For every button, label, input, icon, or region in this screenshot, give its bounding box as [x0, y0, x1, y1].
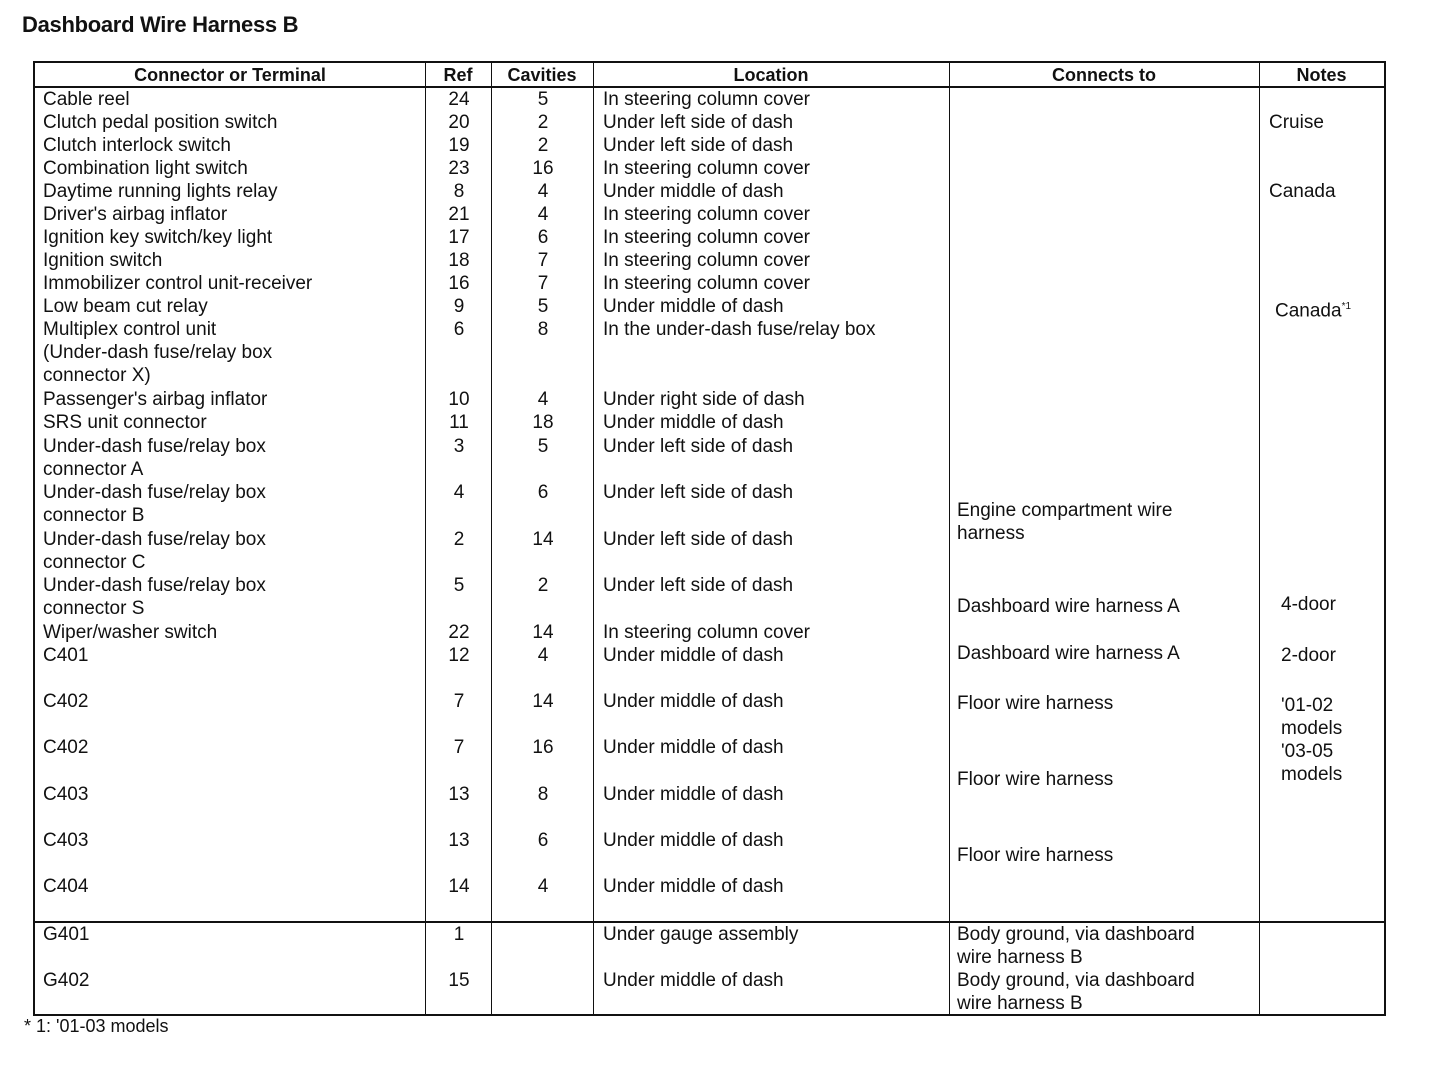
location: In steering column cover [603, 89, 810, 110]
ref-number: 21 [448, 204, 470, 225]
connector-name: C403 [43, 830, 89, 851]
location: In steering column cover [603, 622, 810, 643]
connects-to: harness [957, 523, 1025, 544]
page-title: Dashboard Wire Harness B [22, 12, 299, 37]
location: In the under-dash fuse/relay box [603, 319, 876, 340]
ref-number: 12 [448, 645, 470, 666]
ref-number: 13 [448, 830, 470, 851]
location: Under left side of dash [603, 112, 794, 133]
header-cavities: Cavities [507, 65, 577, 85]
connector-name: Driver's airbag inflator [43, 204, 228, 225]
connector-name: C402 [43, 691, 89, 712]
location: Under middle of dash [603, 691, 784, 712]
connector-name: C402 [43, 737, 89, 758]
cavity-count: 14 [532, 691, 554, 712]
connector-name: Daytime running lights relay [43, 181, 278, 202]
connector-name: connector X) [43, 365, 151, 386]
connector-name: connector S [43, 598, 145, 619]
note: models [1281, 764, 1343, 785]
ref-number: 11 [449, 412, 469, 433]
location: Under left side of dash [603, 482, 794, 503]
ref-number: 7 [453, 737, 465, 758]
harness-table [33, 61, 1386, 1016]
header-location: Location [733, 65, 809, 85]
cavity-count: 6 [537, 227, 549, 248]
connector-name: connector C [43, 552, 146, 573]
location: Under middle of dash [603, 296, 784, 317]
connector-name: G401 [43, 924, 90, 945]
ref-number: 6 [453, 319, 465, 340]
note [1275, 295, 1351, 322]
ref-number: 23 [448, 158, 470, 179]
cavity-count: 8 [537, 784, 549, 805]
connects-to: Dashboard wire harness A [957, 596, 1180, 617]
location: Under middle of dash [603, 181, 784, 202]
column-divider [949, 63, 950, 1014]
location: Under middle of dash [603, 412, 784, 433]
cavity-count: 5 [537, 436, 549, 457]
connects-to: Floor wire harness [957, 845, 1114, 866]
ref-number: 19 [448, 135, 470, 156]
note: Cruise [1269, 112, 1324, 133]
location: Under left side of dash [603, 436, 794, 457]
connector-name: Under-dash fuse/relay box [43, 575, 266, 596]
cavity-count: 7 [537, 273, 549, 294]
header-connector: Connector or Terminal [134, 65, 326, 85]
connector-name: Wiper/washer switch [43, 622, 218, 643]
cavity-count: 2 [537, 575, 549, 596]
location: Under right side of dash [603, 389, 805, 410]
note-text: Canada [1275, 300, 1342, 322]
connects-to: Engine compartment wire [957, 500, 1173, 521]
connector-name: C403 [43, 784, 89, 805]
note: '01-02 [1281, 695, 1334, 716]
connector-name: Ignition switch [43, 250, 163, 271]
header-connects-to: Connects to [1051, 65, 1156, 85]
connects-to: Body ground, via dashboard [957, 924, 1195, 945]
connector-name: Under-dash fuse/relay box [43, 482, 266, 503]
cavity-count: 4 [537, 876, 549, 897]
cavity-count: 2 [537, 135, 549, 156]
cavity-count: 4 [537, 389, 549, 410]
note: Canada [1269, 181, 1336, 202]
location: Under left side of dash [603, 575, 794, 596]
ref-number: 14 [448, 876, 470, 897]
connector-name: Clutch pedal position switch [43, 112, 278, 133]
column-divider [1259, 63, 1260, 1014]
location: Under middle of dash [603, 830, 784, 851]
connector-name: C401 [43, 645, 89, 666]
cavity-count: 16 [532, 737, 554, 758]
connects-to: Dashboard wire harness A [957, 643, 1180, 664]
connector-name: Multiplex control unit [43, 319, 217, 340]
ref-number: 8 [453, 181, 465, 202]
ref-number: 16 [448, 273, 470, 294]
connector-name: C404 [43, 876, 89, 897]
ref-number: 17 [448, 227, 470, 248]
connects-to: Body ground, via dashboard [957, 970, 1195, 991]
connector-name: Combination light switch [43, 158, 248, 179]
connector-name: Under-dash fuse/relay box [43, 529, 266, 550]
column-divider [425, 63, 426, 1014]
connector-name: connector B [43, 505, 145, 526]
cavity-count: 4 [537, 204, 549, 225]
note: '03-05 [1281, 741, 1334, 762]
connector-name: SRS unit connector [43, 412, 207, 433]
location: In steering column cover [603, 227, 810, 248]
location: Under middle of dash [603, 645, 784, 666]
connector-name: Under-dash fuse/relay box [43, 436, 266, 457]
ref-number: 20 [448, 112, 470, 133]
connects-to: Floor wire harness [957, 693, 1114, 714]
connector-name: Clutch interlock switch [43, 135, 231, 156]
ref-number: 5 [453, 575, 465, 596]
cavity-count: 6 [537, 830, 549, 851]
connector-name: Passenger's airbag inflator [43, 389, 268, 410]
cavity-count: 18 [532, 412, 554, 433]
cavity-count: 16 [532, 158, 554, 179]
cavity-count: 14 [532, 529, 554, 550]
connector-name: Cable reel [43, 89, 130, 110]
location: In steering column cover [603, 273, 810, 294]
ref-number: 3 [453, 436, 465, 457]
note: 4-door [1281, 594, 1336, 615]
location: Under middle of dash [603, 970, 784, 991]
ref-number: 7 [453, 691, 465, 712]
ref-number: 18 [448, 250, 470, 271]
ref-number: 10 [448, 389, 470, 410]
footnote-mark: *1 [1341, 301, 1352, 312]
location: Under middle of dash [603, 737, 784, 758]
header-ref: Ref [443, 65, 473, 85]
cavity-count: 14 [532, 622, 554, 643]
connector-name: Low beam cut relay [43, 296, 208, 317]
location: In steering column cover [603, 250, 810, 271]
column-divider [491, 63, 492, 1014]
location: Under left side of dash [603, 135, 794, 156]
ref-number: 13 [448, 784, 470, 805]
connects-to: wire harness B [957, 947, 1083, 968]
cavity-count: 6 [537, 482, 549, 503]
note: models [1281, 718, 1343, 739]
location: Under middle of dash [603, 784, 784, 805]
connector-name: (Under-dash fuse/relay box [43, 342, 273, 363]
connector-name: G402 [43, 970, 90, 991]
cavity-count: 5 [537, 89, 549, 110]
ref-number: 15 [448, 970, 470, 991]
ref-number: 2 [453, 529, 465, 550]
cavity-count: 4 [537, 181, 549, 202]
connector-name: Immobilizer control unit-receiver [43, 273, 313, 294]
header-notes: Notes [1296, 65, 1347, 85]
ref-number: 1 [453, 924, 465, 945]
location: Under middle of dash [603, 876, 784, 897]
location: In steering column cover [603, 204, 810, 225]
ref-number: 4 [453, 482, 465, 503]
cavity-count: 2 [537, 112, 549, 133]
cavity-count: 7 [537, 250, 549, 271]
connector-name: connector A [43, 459, 144, 480]
footnote: * 1: '01-03 models [24, 1016, 169, 1036]
cavity-count: 4 [537, 645, 549, 666]
ref-number: 22 [448, 622, 470, 643]
connects-to: Floor wire harness [957, 769, 1114, 790]
ref-number: 24 [448, 89, 470, 110]
column-divider [593, 63, 594, 1014]
ref-number: 9 [453, 296, 465, 317]
cavity-count: 5 [537, 296, 549, 317]
connects-to: wire harness B [957, 993, 1083, 1014]
note: 2-door [1281, 645, 1336, 666]
location: Under gauge assembly [603, 924, 799, 945]
location: In steering column cover [603, 158, 810, 179]
cavity-count: 8 [537, 319, 549, 340]
connector-name: Ignition key switch/key light [43, 227, 273, 248]
location: Under left side of dash [603, 529, 794, 550]
